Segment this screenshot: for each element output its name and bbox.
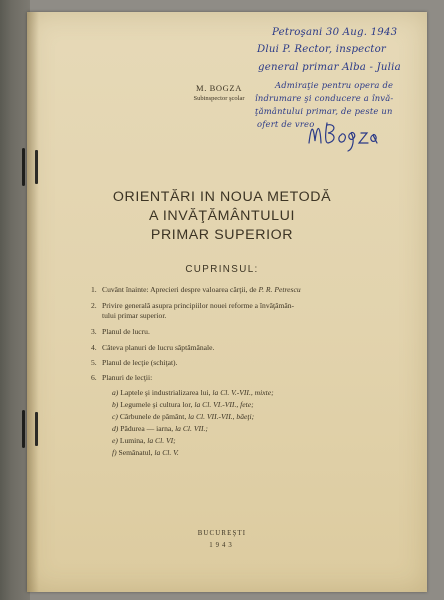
handwritten-line: ofert de vreo [257,119,315,129]
toc-subitem-text: Semănatul, [118,448,155,457]
toc-item [91,327,150,336]
author-block [174,83,264,102]
toc-item-italic: P. R. Petrescu [258,285,301,294]
toc-subitem [112,424,208,433]
toc-item-text: Planul de lecţie (schiţat). [102,358,178,367]
toc-subitem-label: c) [112,412,118,421]
toc-subitem-text: Pădurea — iarna, [120,424,176,433]
toc-subitem [112,388,274,397]
toc-item-text: Planul de lucru. [102,327,150,336]
toc-subitem-text: Cărbunele de pământ, [119,412,189,421]
title-line: A INVĂŢĂMÂNTULUI [149,208,295,224]
toc-subitem-italic: la Cl. VII.; [175,424,208,433]
toc-item-number: 6. [91,373,97,382]
toc-subitem [112,412,254,421]
toc-subitem-italic: la Cl. VII.-VII., băeţi; [188,412,255,421]
title-line: PRIMAR SUPERIOR [150,227,294,243]
toc-item [91,373,152,382]
toc-item-number: 4. [91,343,97,352]
handwritten-signature [303,113,393,155]
toc-subitem-italic: la Cl. V.-VII., mixte; [212,388,274,397]
toc-item-continuation: tului primar superior. [102,311,167,320]
staple [35,150,38,184]
toc-item [91,358,178,367]
toc-item-text: Câteva planuri de lucru săptămânale. [102,343,215,352]
toc-subitem-text: Laptele şi industrializarea lui, [120,388,213,397]
toc-item-text: Privire generală asupra principiilor nouei reforme a învăţămân- [102,301,295,310]
handwritten-line: Admiraţie pentru opera de [275,80,394,90]
binding-slot [22,148,25,186]
handwritten-line: Dlui P. Rector, inspector [257,44,387,55]
toc-subitem-label: a) [112,388,119,397]
author-name: M. BOGZA [196,83,242,93]
back-cover [0,0,30,600]
toc-subitem-text: Lumina, [119,436,148,445]
spine-shadow [27,12,39,592]
handwritten-line: ţământului primar, de peste un [255,106,393,116]
toc-item [91,285,301,294]
toc-item-number: 1. [91,285,97,294]
toc-subitem-italic: la Cl. V. [154,448,179,457]
toc-subitem-italic: la Cl. VI.-VII., fete; [194,400,254,409]
toc-item-number: 5. [91,358,97,367]
toc-subitem-label: b) [112,400,119,409]
toc-subitem-text: Legumele şi cultura lor, [120,400,195,409]
contents-heading: CUPRINSUL: [185,264,259,275]
handwritten-line: îndrumare şi conducere a învă- [255,93,394,103]
toc-subitem [112,400,254,409]
toc-item [91,343,214,352]
toc-item [91,301,294,310]
imprint-city: BUCUREŞTI [197,530,247,537]
toc-subitem-label: f) [112,448,117,457]
toc-subitem [112,436,176,445]
staple [35,412,38,446]
toc-subitem-italic: la Cl. VI; [147,436,176,445]
toc-item-number: 2. [91,301,97,310]
binding-slot [22,410,25,448]
title-line: ORIENTĂRI IN NOUA METODĂ [112,189,332,205]
author-role: Subinspector şcolar [193,95,245,102]
toc-item-number: 3. [91,327,97,336]
handwritten-line: general primar Alba - Julia [258,62,401,73]
toc-subitem [112,448,179,457]
toc-item-text: Planuri de lecţii: [102,373,153,382]
imprint-year: 1943 [209,542,235,549]
toc-item-text: Cuvânt înainte: Aprecieri despre valoarea cărţii, de [102,285,259,294]
toc-subitem-label: e) [112,436,118,445]
handwritten-date: Petroşani 30 Aug. 1943 [272,27,398,38]
toc-subitem-label: d) [112,424,119,433]
